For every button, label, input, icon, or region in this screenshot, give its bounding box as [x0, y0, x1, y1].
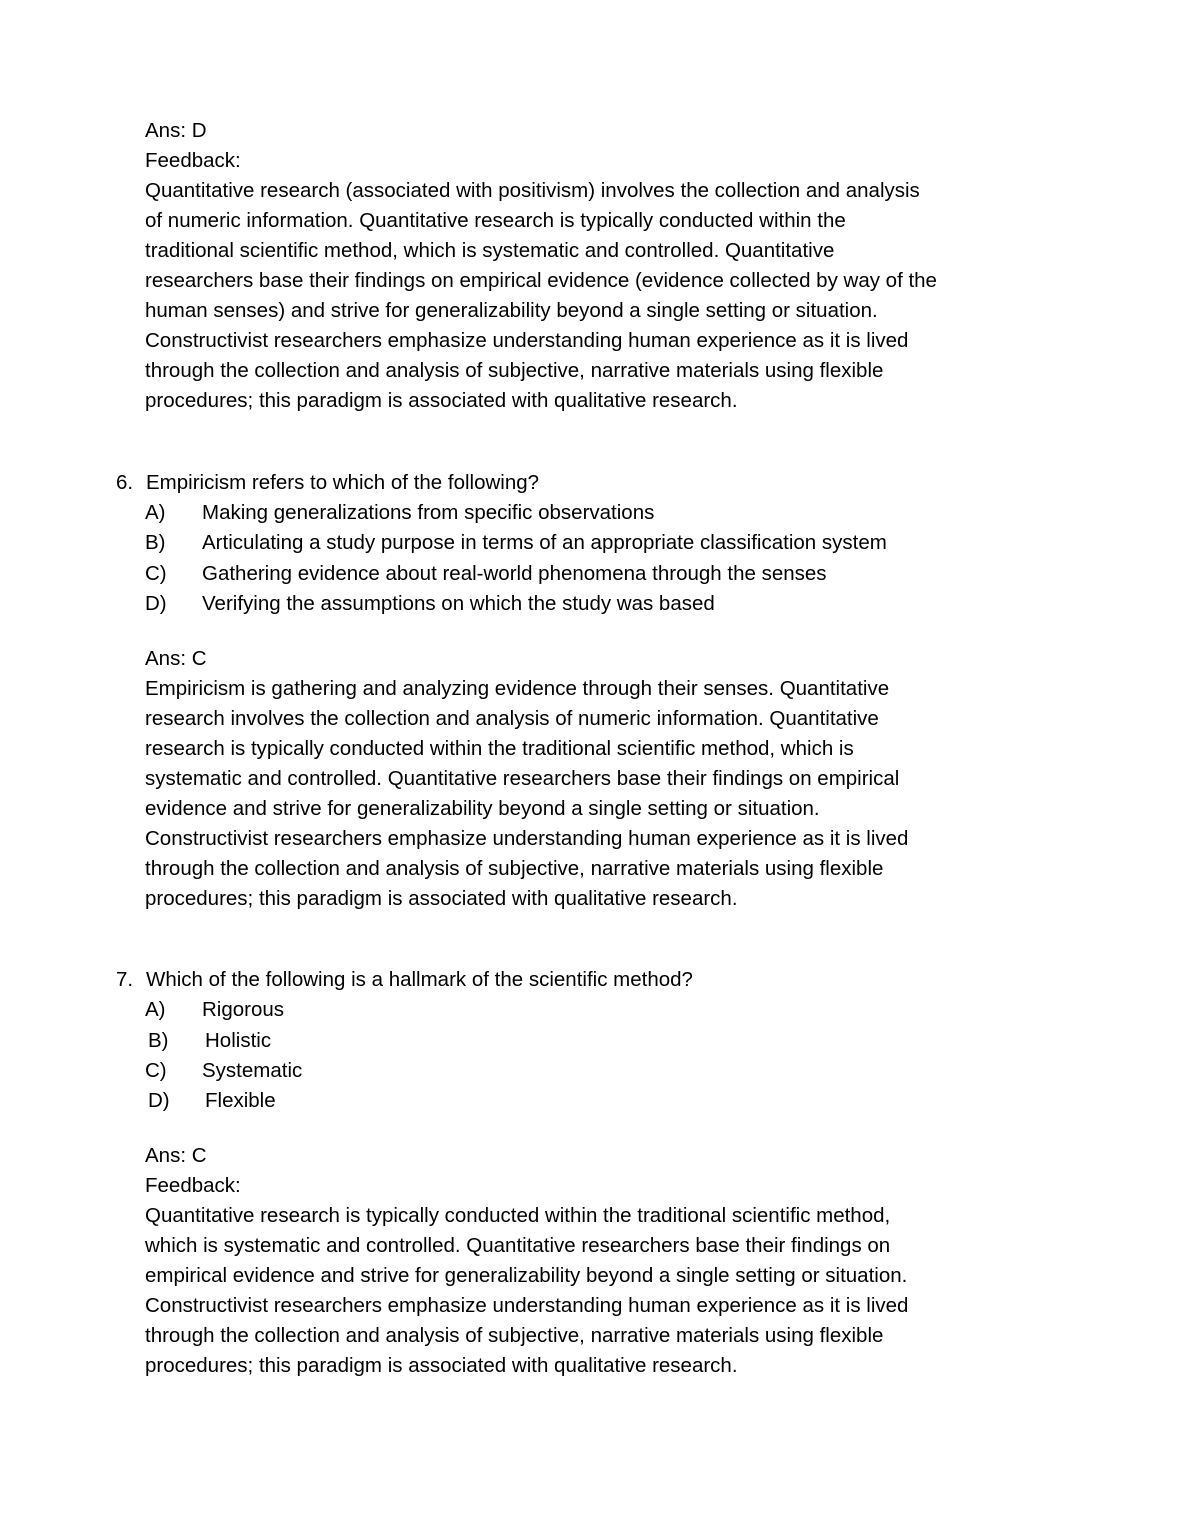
feedback-line: traditional scientific method, which is systematic and controlled. Quantitative [145, 239, 835, 262]
feedback-line: empirical evidence and strive for generalizability beyond a single setting or situation. [145, 1264, 908, 1287]
q7-feedback-label: Feedback: [145, 1174, 241, 1197]
question-text: Which of the following is a hallmark of the scientific method? [146, 968, 693, 991]
option-text: Articulating a study purpose in terms of an appropriate classification system [202, 531, 887, 554]
q6-answer: Ans: C [145, 647, 207, 670]
feedback-line: Constructivist researchers emphasize understanding human experience as it is lived [145, 1294, 909, 1317]
option-text: Flexible [205, 1089, 276, 1112]
question-number: 7. [116, 968, 134, 991]
q7-answer: Ans: C [145, 1144, 207, 1167]
option-text: Rigorous [202, 998, 285, 1021]
feedback-line: procedures; this paradigm is associated with qualitative research. [145, 887, 738, 910]
option-letter: C) [145, 562, 167, 585]
question-text: Empiricism refers to which of the following? [146, 471, 540, 494]
feedback-line: through the collection and analysis of subjective, narrative materials using flexible [145, 857, 884, 880]
feedback-line: researchers base their findings on empirical evidence (evidence collected by way of the [145, 269, 937, 292]
feedback-line: Constructivist researchers emphasize understanding human experience as it is lived [145, 329, 909, 352]
feedback-line: which is systematic and controlled. Quantitative researchers base their findings on [145, 1234, 891, 1257]
feedback-line: human senses) and strive for generalizability beyond a single setting or situation. [145, 299, 878, 322]
option-text: Systematic [202, 1059, 303, 1082]
feedback-line: systematic and controlled. Quantitative researchers base their findings on empirical [145, 767, 900, 790]
feedback-line: through the collection and analysis of subjective, narrative materials using flexible [145, 1324, 884, 1347]
feedback-line: Empiricism is gathering and analyzing evidence through their senses. Quantitative [145, 677, 890, 700]
option-letter: B) [148, 1029, 169, 1052]
feedback-line: evidence and strive for generalizability beyond a single setting or situation. [145, 797, 820, 820]
q5-feedback-text [145, 176, 985, 416]
option-text: Verifying the assumptions on which the study was based [202, 592, 715, 615]
option-letter: A) [145, 998, 166, 1021]
q5-answer: Ans: D [145, 119, 207, 142]
feedback-line: through the collection and analysis of subjective, narrative materials using flexible [145, 359, 884, 382]
feedback-line: Quantitative research (associated with positivism) involves the collection and analysis [145, 179, 920, 202]
option-text: Holistic [205, 1029, 272, 1052]
option-letter: D) [145, 592, 167, 615]
feedback-line: Constructivist researchers emphasize understanding human experience as it is lived [145, 827, 909, 850]
option-letter: D) [148, 1089, 170, 1112]
q5-answer-block [145, 116, 985, 416]
q6-answer-block [145, 644, 985, 914]
option-text: Gathering evidence about real-world phenomena through the senses [202, 562, 827, 585]
option-letter: C) [145, 1059, 167, 1082]
q5-feedback-label: Feedback: [145, 149, 241, 172]
feedback-line: research is typically conducted within the traditional scientific method, which is [145, 737, 854, 760]
option-letter: B) [145, 531, 166, 554]
feedback-line: procedures; this paradigm is associated with qualitative research. [145, 1354, 738, 1377]
option-text: Making generalizations from specific observations [202, 501, 655, 524]
q7-answer-block [145, 1141, 985, 1381]
feedback-line: procedures; this paradigm is associated with qualitative research. [145, 389, 738, 412]
question-number: 6. [116, 471, 134, 494]
feedback-line: of numeric information. Quantitative research is typically conducted within the [145, 209, 846, 232]
feedback-line: Quantitative research is typically conducted within the traditional scientific method, [145, 1204, 891, 1227]
option-letter: A) [145, 501, 166, 524]
feedback-line: research involves the collection and analysis of numeric information. Quantitative [145, 707, 879, 730]
